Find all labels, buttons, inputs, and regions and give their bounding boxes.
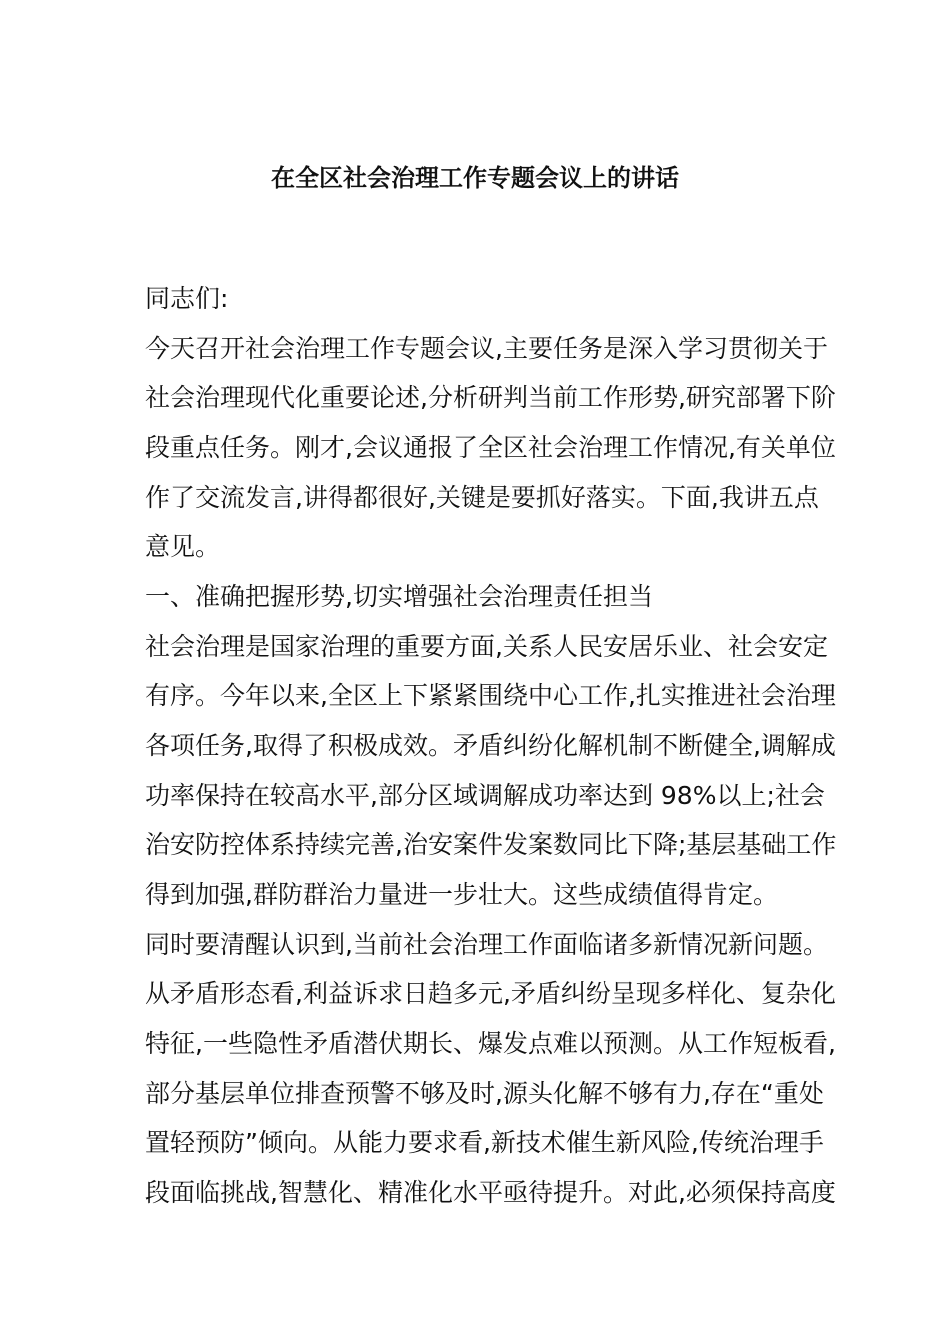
paragraph-line: 同时要清醒认识到,当前社会治理工作面临诸多新情况新问题。: [145, 930, 828, 959]
paragraph-line: 部分基层单位排查预警不够及时,源头化解不够有力,存在“重处: [145, 1079, 824, 1108]
paragraph-line: 从矛盾形态看,利益诉求日趋多元,矛盾纠纷呈现多样化、复杂化: [145, 979, 836, 1008]
paragraph-line: 段重点任务。刚才,会议通报了全区社会治理工作情况,有关单位: [145, 433, 836, 462]
paragraph-line: 意见。: [145, 532, 221, 561]
paragraph-line: 今天召开社会治理工作专题会议,主要任务是深入学习贯彻关于: [145, 334, 828, 363]
salutation-line: 同志们:: [145, 284, 229, 313]
paragraph-line: 功率保持在较高水平,部分区域调解成功率达到 98%以上;社会: [145, 781, 825, 810]
paragraph-line: 置轻预防”倾向。从能力要求看,新技术催生新风险,传统治理手: [145, 1128, 824, 1157]
paragraph-line: 得到加强,群防群治力量进一步壮大。这些成绩值得肯定。: [145, 880, 778, 909]
section-heading: 一、准确把握形势,切实增强社会治理责任担当: [145, 582, 653, 611]
paragraph-line: 有序。今年以来,全区上下紧紧围绕中心工作,扎实推进社会治理: [145, 681, 836, 710]
document-title: 在全区社会治理工作专题会议上的讲话: [271, 164, 679, 192]
paragraph-line: 段面临挑战,智慧化、精准化水平亟待提升。对此,必须保持高度: [145, 1178, 836, 1207]
paragraph-line: 社会治理现代化重要论述,分析研判当前工作形势,研究部署下阶: [145, 383, 836, 412]
paragraph-line: 各项任务,取得了积极成效。矛盾纠纷化解机制不断健全,调解成: [145, 731, 836, 760]
paragraph-line: 治安防控体系持续完善,治安案件发案数同比下降;基层基础工作: [145, 830, 837, 859]
paragraph-line: 特征,一些隐性矛盾潜伏期长、爆发点难以预测。从工作短板看,: [145, 1029, 836, 1058]
paragraph-line: 作了交流发言,讲得都很好,关键是要抓好落实。下面,我讲五点: [145, 483, 819, 512]
paragraph-line: 社会治理是国家治理的重要方面,关系人民安居乐业、社会安定: [145, 632, 828, 661]
